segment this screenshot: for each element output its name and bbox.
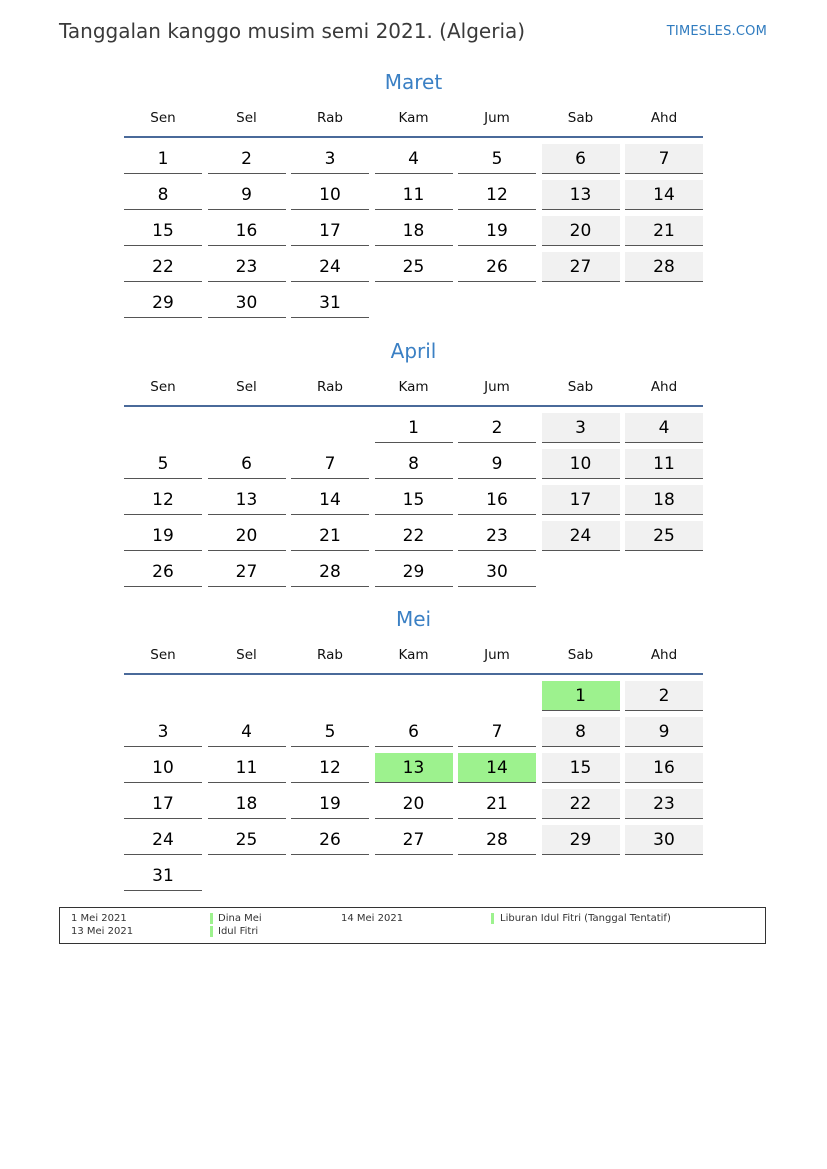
calendar-day: 4 xyxy=(625,413,703,443)
calendar-day: 15 xyxy=(375,485,453,515)
calendar-day: 18 xyxy=(625,485,703,515)
calendar-day: 26 xyxy=(124,557,202,587)
calendar-day: 5 xyxy=(124,449,202,479)
calendar-day: 16 xyxy=(458,485,536,515)
weekday-header: Sel xyxy=(236,647,257,663)
weekday-header: Kam xyxy=(398,110,429,126)
holiday-color-marker xyxy=(210,913,213,924)
calendar-day: 19 xyxy=(458,216,536,246)
calendar-day: 25 xyxy=(375,252,453,282)
header-divider xyxy=(124,136,703,138)
weekday-header: Jum xyxy=(484,379,510,395)
calendar-day: 29 xyxy=(542,825,620,855)
month-title: Mei xyxy=(395,607,432,631)
calendar-day: 12 xyxy=(458,180,536,210)
calendar-day: 27 xyxy=(208,557,286,587)
weekday-header: Ahd xyxy=(650,379,678,395)
calendar-day: 27 xyxy=(542,252,620,282)
calendar-day: 6 xyxy=(542,144,620,174)
calendar-day: 9 xyxy=(208,180,286,210)
weekday-header: Rab xyxy=(317,110,343,126)
calendar-day: 7 xyxy=(458,717,536,747)
calendar-day: 8 xyxy=(542,717,620,747)
calendar-day: 27 xyxy=(375,825,453,855)
calendar-day: 12 xyxy=(124,485,202,515)
calendar-day: 29 xyxy=(124,288,202,318)
header-divider xyxy=(124,405,703,407)
calendar-day: 26 xyxy=(291,825,369,855)
holiday-color-marker xyxy=(210,926,213,937)
weekday-header: Kam xyxy=(398,379,429,395)
calendar-day: 5 xyxy=(458,144,536,174)
month-title: April xyxy=(390,339,437,363)
calendar-day: 4 xyxy=(375,144,453,174)
calendar-day: 28 xyxy=(291,557,369,587)
weekday-header: Sen xyxy=(150,647,176,663)
calendar-day: 17 xyxy=(542,485,620,515)
calendar-day: 4 xyxy=(208,717,286,747)
calendar-day: 20 xyxy=(375,789,453,819)
calendar-day: 24 xyxy=(291,252,369,282)
weekday-header: Jum xyxy=(484,110,510,126)
calendar-day: 31 xyxy=(291,288,369,318)
calendar-day: 10 xyxy=(542,449,620,479)
weekday-header: Sen xyxy=(150,379,176,395)
calendar-day: 6 xyxy=(208,449,286,479)
calendar-day: 30 xyxy=(208,288,286,318)
calendar-day: 8 xyxy=(124,180,202,210)
weekday-header: Ahd xyxy=(650,647,678,663)
legend-date: 1 Mei 2021 xyxy=(71,913,127,924)
calendar-day: 8 xyxy=(375,449,453,479)
legend-holiday-name: Liburan Idul Fitri (Tanggal Tentatif) xyxy=(500,913,671,924)
calendar-day: 5 xyxy=(291,717,369,747)
calendar-day: 12 xyxy=(291,753,369,783)
weekday-header: Sel xyxy=(236,379,257,395)
calendar-day: 31 xyxy=(124,861,202,891)
calendar-day: 13 xyxy=(542,180,620,210)
calendar-day: 20 xyxy=(208,521,286,551)
calendar-day: 3 xyxy=(291,144,369,174)
calendar-day: 17 xyxy=(291,216,369,246)
calendar-day: 28 xyxy=(625,252,703,282)
holiday-color-marker xyxy=(491,913,494,924)
calendar-day: 19 xyxy=(124,521,202,551)
calendar-day: 29 xyxy=(375,557,453,587)
site-link[interactable]: TIMESLES.COM xyxy=(666,24,767,39)
calendar-day: 19 xyxy=(291,789,369,819)
month-title: Maret xyxy=(384,70,443,94)
calendar-day: 2 xyxy=(625,681,703,711)
calendar-day: 23 xyxy=(208,252,286,282)
calendar-day: 21 xyxy=(458,789,536,819)
calendar-day: 22 xyxy=(375,521,453,551)
calendar-day: 7 xyxy=(625,144,703,174)
calendar-day: 2 xyxy=(458,413,536,443)
calendar-day: 22 xyxy=(124,252,202,282)
calendar-day: 13 xyxy=(375,753,453,783)
weekday-header: Sel xyxy=(236,110,257,126)
calendar-day: 1 xyxy=(124,144,202,174)
weekday-header: Kam xyxy=(398,647,429,663)
calendar-day: 21 xyxy=(625,216,703,246)
calendar-day: 15 xyxy=(542,753,620,783)
calendar-day: 7 xyxy=(291,449,369,479)
calendar-day: 23 xyxy=(458,521,536,551)
calendar-day: 24 xyxy=(542,521,620,551)
page-title: Tanggalan kanggo musim semi 2021. (Algeria) xyxy=(59,19,526,43)
calendar-day: 22 xyxy=(542,789,620,819)
calendar-day: 9 xyxy=(625,717,703,747)
calendar-day: 25 xyxy=(208,825,286,855)
calendar-day: 3 xyxy=(124,717,202,747)
weekday-header: Ahd xyxy=(650,110,678,126)
weekday-header: Sen xyxy=(150,110,176,126)
weekday-header: Jum xyxy=(484,647,510,663)
calendar-day: 21 xyxy=(291,521,369,551)
calendar-day: 28 xyxy=(458,825,536,855)
legend-holiday-name: Dina Mei xyxy=(218,913,262,924)
calendar-day: 11 xyxy=(625,449,703,479)
weekday-header: Sab xyxy=(567,110,594,126)
calendar-day: 30 xyxy=(625,825,703,855)
calendar-day: 26 xyxy=(458,252,536,282)
calendar-day: 6 xyxy=(375,717,453,747)
calendar-day: 15 xyxy=(124,216,202,246)
calendar-day: 10 xyxy=(291,180,369,210)
legend-date: 13 Mei 2021 xyxy=(71,926,134,937)
weekday-header: Sab xyxy=(567,379,594,395)
weekday-header: Rab xyxy=(317,647,343,663)
holiday-legend xyxy=(59,907,766,944)
calendar-day: 9 xyxy=(458,449,536,479)
weekday-header: Sab xyxy=(567,647,594,663)
calendar-day: 16 xyxy=(208,216,286,246)
calendar-day: 11 xyxy=(208,753,286,783)
legend-date: 14 Mei 2021 xyxy=(341,913,404,924)
legend-holiday-name: Idul Fitri xyxy=(218,926,259,937)
calendar-day: 2 xyxy=(208,144,286,174)
calendar-day: 14 xyxy=(625,180,703,210)
header-divider xyxy=(124,673,703,675)
calendar-day: 20 xyxy=(542,216,620,246)
calendar-day: 16 xyxy=(625,753,703,783)
calendar-day: 17 xyxy=(124,789,202,819)
calendar-day: 30 xyxy=(458,557,536,587)
calendar-day: 23 xyxy=(625,789,703,819)
weekday-header: Rab xyxy=(317,379,343,395)
calendar-day: 3 xyxy=(542,413,620,443)
calendar-day: 14 xyxy=(458,753,536,783)
calendar-day: 14 xyxy=(291,485,369,515)
calendar-day: 11 xyxy=(375,180,453,210)
calendar-day: 13 xyxy=(208,485,286,515)
calendar-day: 1 xyxy=(542,681,620,711)
calendar-day: 18 xyxy=(208,789,286,819)
calendar-day: 25 xyxy=(625,521,703,551)
calendar-day: 18 xyxy=(375,216,453,246)
calendar-day: 10 xyxy=(124,753,202,783)
calendar-day: 1 xyxy=(375,413,453,443)
calendar-day: 24 xyxy=(124,825,202,855)
